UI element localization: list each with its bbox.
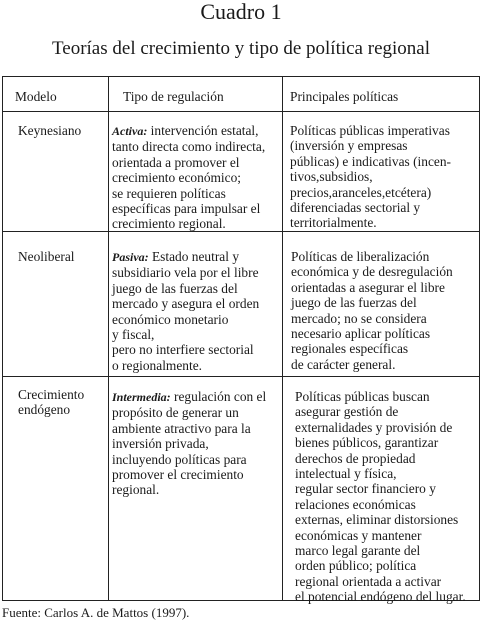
- row-divider: [3, 111, 479, 112]
- regulation-description: Estado neutral y subsidiario vela por el libre juego de las fuerzas del mercado y asegura el orden económico monetario y fiscal, pero no interfiere sectorial o regionalmente.: [112, 249, 260, 373]
- regulation-type-keyword: Activa:: [112, 124, 148, 138]
- table-title: Cuadro 1: [200, 0, 282, 24]
- policies-neoliberal: Políticas de liberalización económica y de desregulación orientadas a asegurar el libre juego de las fuerzas del mercado; no se considera necesario aplicar políticas regionales específicas de carácter general.: [291, 249, 453, 372]
- source-note: Fuente: Carlos A. de Mattos (1997).: [2, 605, 190, 620]
- column-divider: [282, 77, 283, 600]
- regulation-description: regulación con el propósito de generar un ambiente atractivo para la inversión privada, incluyendo políticas para promover el crecimiento regional.: [112, 389, 267, 498]
- regulation-description: intervención estatal, tanto directa como indirecta, orientada a promover el crecimiento económico; se requieren políticas específicas para impulsar el crecimiento regional.: [112, 123, 266, 232]
- header-modelo: Modelo: [15, 89, 57, 104]
- model-keynesiano: Keynesiano: [18, 123, 82, 138]
- header-tipo-regulacion: Tipo de regulación: [123, 89, 224, 104]
- table-subtitle: Teorías del crecimiento y tipo de política regional: [51, 38, 430, 59]
- policy-table: [2, 76, 480, 605]
- regulation-neoliberal: [112, 249, 259, 373]
- model-crecimiento-endogeno: Crecimiento endógeno: [18, 387, 85, 418]
- policies-crecimiento-endogeno: Políticas públicas buscan asegurar gestión de externalidades y provisión de bienes públicos, garantizar derechos de propiedad intelectual y física, regular sector financiero y relaciones económicas externas, eliminar distorsiones económicas y mantener marco legal garante del orden público; política regional orientada a activar el potencial endógeno del lugar.: [295, 389, 466, 605]
- header-principales-politicas: Principales políticas: [290, 89, 399, 104]
- row-divider: [3, 376, 479, 377]
- policies-keynesiano: Políticas públicas imperativas (inversión y empresas públicas) e indicativas (incen- tivos,subsidios, precios,aranceles,etcétera) diferenciadas sectorial y territorialmente.: [290, 123, 451, 231]
- regulation-crecimiento-endogeno: [112, 389, 266, 498]
- regulation-type-keyword: Intermedia:: [112, 390, 171, 404]
- model-neoliberal: Neoliberal: [18, 249, 75, 264]
- regulation-type-keyword: Pasiva:: [112, 250, 149, 264]
- regulation-keynesiano: [112, 123, 265, 232]
- column-divider: [108, 77, 109, 600]
